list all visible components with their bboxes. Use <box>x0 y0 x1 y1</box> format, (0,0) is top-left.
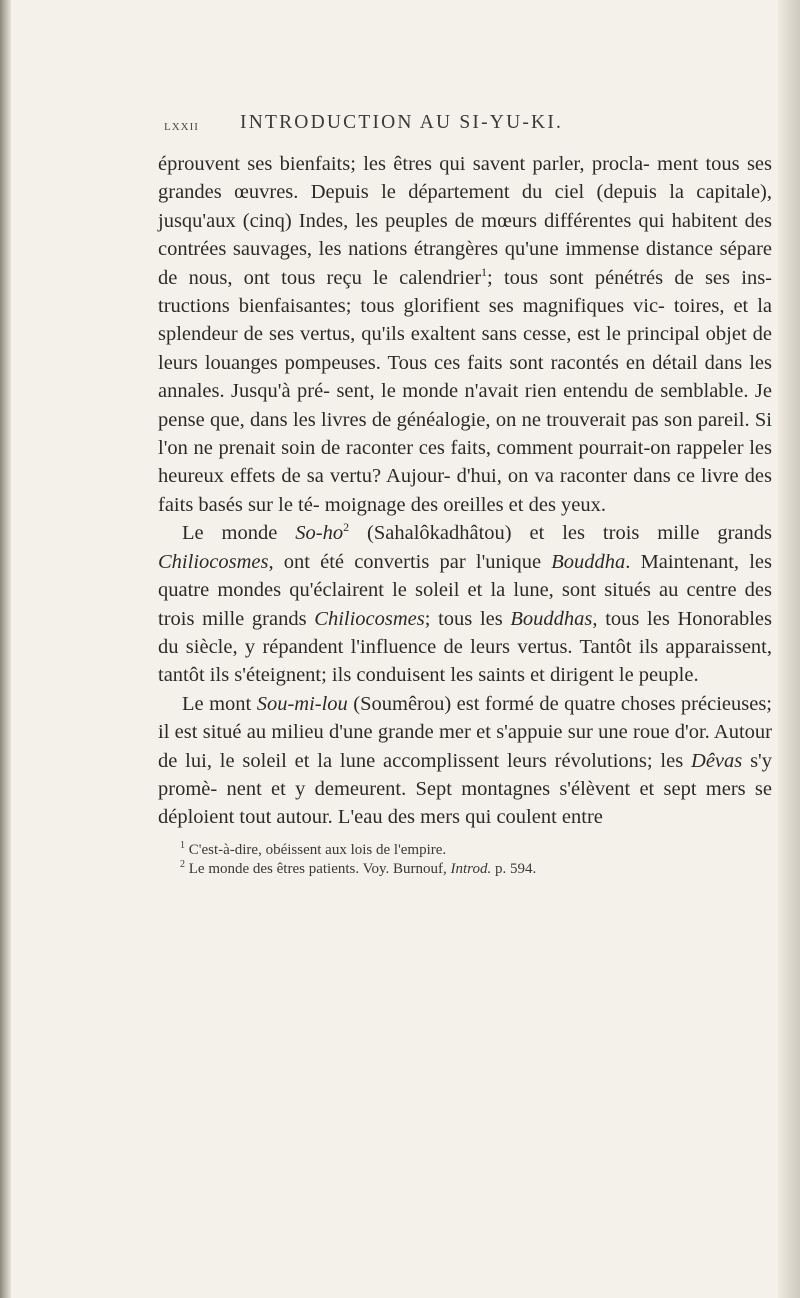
paragraph-3-text-a: Le mont <box>182 692 257 715</box>
book-page <box>158 112 772 880</box>
footnote-ref-1: 1 <box>481 264 488 279</box>
paragraph-2-text-c: , ont été convertis par l'unique <box>268 550 552 573</box>
term-bouddha: Bouddha <box>551 550 626 573</box>
page-number: LXXII <box>164 121 199 133</box>
term-chiliocosmes: Chiliocosmes <box>158 550 269 573</box>
footnotes <box>158 841 772 880</box>
footnote-2-mark: 2 <box>180 859 185 871</box>
page-gutter <box>778 0 800 1298</box>
paragraph-3-text-b: (Soumêrou) est formé de quatre choses précieuses; il est situé au milieu d'une grande mer et s'appuie sur une roue d'or. Autour de lui, le soleil et la lune accomplissent leurs révolutions; les <box>158 692 773 772</box>
footnote-2-introd: Introd. <box>450 861 492 878</box>
term-chiliocosmes-2: Chiliocosmes <box>314 607 425 630</box>
paragraph-2-text-d: . Maintenant, les quatre mondes qu'éclairent le soleil et la lune, sont situés au centre des trois mille grands <box>158 550 772 630</box>
running-title: INTRODUCTION AU SI-YU-KI. <box>240 112 564 133</box>
paragraph-2-text-b: (Sahalôkadhâtou) et les trois mille grands <box>349 522 773 545</box>
paragraph-2-text-f: , tous les Honorables du siècle, y répandent l'influence de leurs vertus. Tantôt ils apparaissent, tantôt ils s'éteignent; ils conduisent les saints et dirigent le peuple. <box>158 607 772 687</box>
footnote-2-text-b: p. 594. <box>491 861 537 878</box>
term-sou-mi-lou: Sou-mi-lou <box>256 692 348 715</box>
paragraph-1 <box>158 150 772 519</box>
footnote-2 <box>158 860 772 880</box>
binding-edge <box>0 0 11 1298</box>
paragraph-3 <box>158 690 772 832</box>
footnote-1-mark: 1 <box>180 839 185 851</box>
body-text <box>158 150 772 832</box>
paragraph-2 <box>158 519 772 689</box>
term-so-ho: So-ho <box>295 522 344 545</box>
running-head <box>158 112 772 140</box>
paragraph-3-text-c: s'y promè- nent et y demeurent. Sept montagnes s'élèvent et sept mers se déploient tout autour. L'eau des mers qui coulent entre <box>158 749 772 829</box>
paragraph-1-text-b: ; tous sont pénétrés de ses ins- tructions bienfaisantes; tous glorifient ses magnifiques vic- toires, et la splendeur de ses vertus, qu'ils exaltent sans cesse, est le principal objet de leurs louanges pompeuses. Tous ces faits sont racontés en détail dans les annales. Jusqu'à pré- sent, le monde n'avait rien entendu de semblable. Je pense que, dans les livres de généalogie, on ne trouverait pas son pareil. Si l'on ne prenait soin de raconter ces faits, comment pourrait-on rappeler les heureux effets de sa vertu? Aujour- d'hui, on va raconter dans ce livre des faits basés sur le té- moignage des oreilles et des yeux. <box>158 266 772 516</box>
footnote-1 <box>158 841 772 861</box>
footnote-1-text: C'est-à-dire, obéissent aux lois de l'empire. <box>188 841 447 858</box>
footnote-ref-2: 2 <box>343 520 350 535</box>
term-bouddhas: Bouddhas <box>510 607 593 630</box>
term-devas: Dêvas <box>691 749 743 772</box>
paragraph-1-text-a: éprouvent ses bienfaits; les êtres qui savent parler, procla- ment tous ses grandes œuvres. Depuis le département du ciel (depuis la capitale), jusqu'aux (cinq) Indes, les peuples de mœurs différentes qui habitent des contrées sauvages, les nations étrangères qu'une immense distance sépare de nous, ont tous reçu le calendrier <box>158 153 772 289</box>
footnote-2-text-a: Le monde des êtres patients. Voy. Burnouf, <box>188 861 451 878</box>
paragraph-2-text-e: ; tous les <box>424 607 511 630</box>
paragraph-2-text-a: Le monde <box>182 522 296 545</box>
